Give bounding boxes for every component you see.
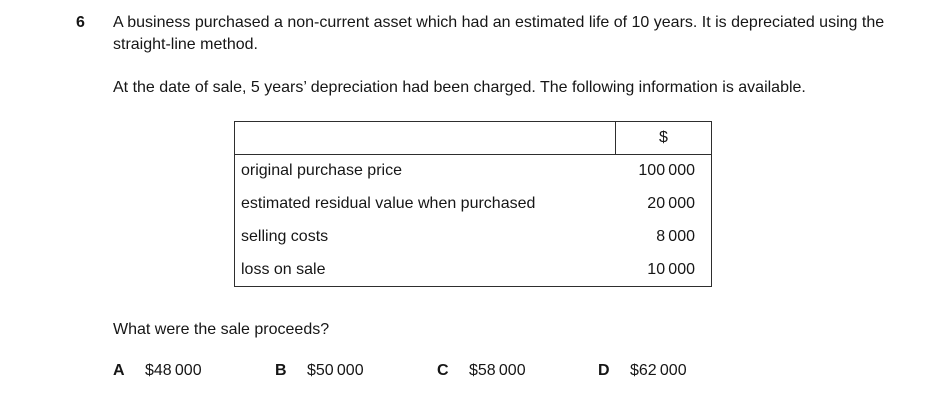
row-label-original-purchase-price: original purchase price (241, 162, 402, 180)
info-table (234, 121, 712, 287)
option-value-c: $58 000 (469, 362, 526, 379)
answer-option-c (437, 360, 526, 382)
row-amount-original-purchase-price: 100 000 (638, 162, 695, 180)
option-letter-c: C (437, 362, 449, 379)
table-row (235, 221, 712, 254)
row-amount-estimated-residual-value: 20 000 (647, 195, 695, 212)
option-letter-a: A (113, 362, 125, 379)
row-amount-loss-on-sale: 10 000 (647, 260, 695, 278)
option-letter-b: B (275, 362, 287, 379)
question-prompt: What were the sale proceeds? (113, 321, 330, 338)
row-amount-selling-costs: 8 000 (656, 228, 695, 245)
option-value-a: $48 000 (145, 362, 202, 379)
answer-option-a (113, 360, 202, 382)
question-paragraph-2: At the date of sale, 5 years’ depreciation had been charged. The following information is available. (113, 79, 806, 96)
question-number: 6 (76, 14, 85, 31)
table-row (235, 188, 712, 221)
question-paragraph-1: A business purchased a non-current asset which had an estimated life of 10 years. It is depreciated using the straight-line method. (113, 14, 885, 53)
answer-option-d (598, 360, 687, 382)
row-label-loss-on-sale: loss on sale (241, 260, 326, 278)
table-row (235, 155, 712, 188)
table-row (235, 254, 712, 287)
table-header-label (235, 122, 616, 155)
option-value-d: $62 000 (630, 362, 687, 379)
row-label-selling-costs: selling costs (241, 228, 329, 245)
answer-option-b (275, 360, 364, 382)
row-label-estimated-residual-value: estimated residual value when purchased (241, 195, 536, 212)
option-letter-d: D (598, 362, 610, 379)
table-header-row (235, 122, 712, 155)
option-value-b: $50 000 (307, 362, 364, 379)
table-header-currency: $ (616, 122, 712, 155)
